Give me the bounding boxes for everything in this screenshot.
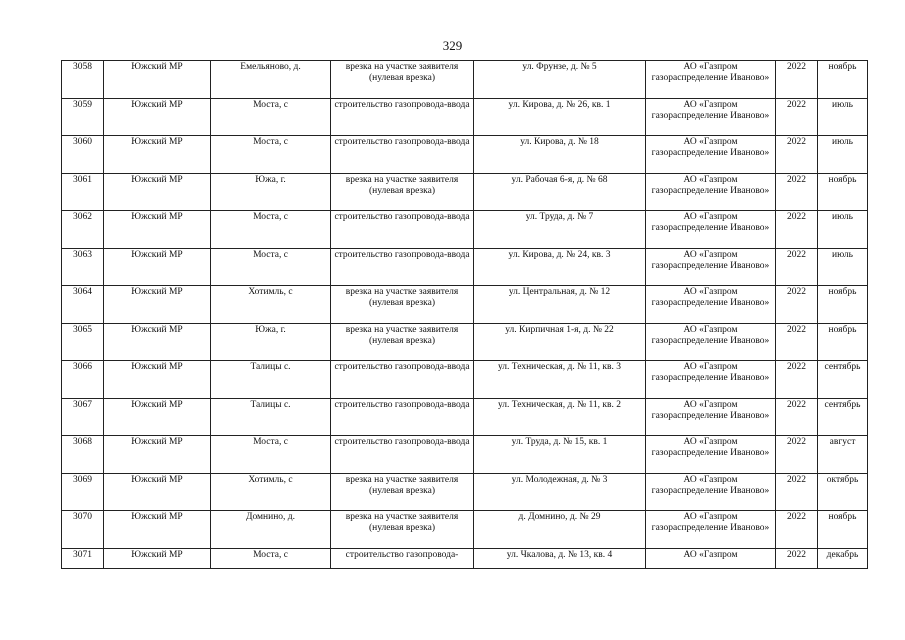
locality-cell: Талицы с. — [211, 361, 331, 399]
table-body — [62, 61, 868, 569]
district-cell: Южский МР — [104, 136, 211, 174]
organization-cell: АО «Газпром газораспределение Иваново» — [646, 398, 776, 436]
work-type-cell: строительство газопровода-ввода — [331, 436, 474, 474]
locality-cell: Хотимль, с — [211, 286, 331, 324]
organization-cell: АО «Газпром газораспределение Иваново» — [646, 473, 776, 511]
address-cell: ул. Труда, д. № 7 — [474, 211, 646, 249]
address-cell: ул. Молодежная, д. № 3 — [474, 473, 646, 511]
organization-cell: АО «Газпром газораспределение Иваново» — [646, 323, 776, 361]
gasification-table — [61, 60, 868, 569]
district-cell: Южский МР — [104, 98, 211, 136]
organization-cell: АО «Газпром газораспределение Иваново» — [646, 61, 776, 99]
table-row — [62, 436, 868, 474]
row-number: 3069 — [62, 473, 104, 511]
row-number: 3059 — [62, 98, 104, 136]
table-row — [62, 211, 868, 249]
district-cell: Южский МР — [104, 473, 211, 511]
row-number: 3060 — [62, 136, 104, 174]
locality-cell: Талицы с. — [211, 398, 331, 436]
work-type-cell: строительство газопровода-ввода — [331, 248, 474, 286]
table-row — [62, 173, 868, 211]
district-cell: Южский МР — [104, 398, 211, 436]
organization-cell: АО «Газпром газораспределение Иваново» — [646, 136, 776, 174]
locality-cell: Моста, с — [211, 436, 331, 474]
year-cell: 2022 — [776, 361, 818, 399]
address-cell: ул. Кирова, д. № 18 — [474, 136, 646, 174]
year-cell: 2022 — [776, 323, 818, 361]
year-cell: 2022 — [776, 61, 818, 99]
table-row — [62, 361, 868, 399]
district-cell: Южский МР — [104, 61, 211, 99]
organization-cell: АО «Газпром газораспределение Иваново» — [646, 511, 776, 549]
year-cell: 2022 — [776, 248, 818, 286]
work-type-cell: врезка на участке заявителя (нулевая врезка) — [331, 323, 474, 361]
table-row — [62, 548, 868, 568]
work-type-cell: строительство газопровода-ввода — [331, 361, 474, 399]
district-cell: Южский МР — [104, 248, 211, 286]
locality-cell: Моста, с — [211, 211, 331, 249]
district-cell: Южский МР — [104, 436, 211, 474]
year-cell: 2022 — [776, 136, 818, 174]
address-cell: ул. Фрунзе, д. № 5 — [474, 61, 646, 99]
row-number: 3063 — [62, 248, 104, 286]
page-number: 329 — [442, 38, 463, 53]
work-type-cell: врезка на участке заявителя (нулевая врезка) — [331, 61, 474, 99]
month-cell: ноябрь — [818, 511, 868, 549]
work-type-cell: строительство газопровода-ввода — [331, 98, 474, 136]
organization-cell: АО «Газпром — [646, 548, 776, 568]
year-cell: 2022 — [776, 173, 818, 211]
address-cell: ул. Труда, д. № 15, кв. 1 — [474, 436, 646, 474]
table-row — [62, 323, 868, 361]
address-cell: ул. Кирова, д. № 24, кв. 3 — [474, 248, 646, 286]
month-cell: ноябрь — [818, 61, 868, 99]
row-number: 3061 — [62, 173, 104, 211]
address-cell: ул. Кирова, д. № 26, кв. 1 — [474, 98, 646, 136]
row-number: 3065 — [62, 323, 104, 361]
locality-cell: Моста, с — [211, 548, 331, 568]
month-cell: сентябрь — [818, 361, 868, 399]
locality-cell: Моста, с — [211, 136, 331, 174]
table-row — [62, 286, 868, 324]
month-cell: октябрь — [818, 473, 868, 511]
work-type-cell: строительство газопровода-ввода — [331, 136, 474, 174]
month-cell: июль — [818, 248, 868, 286]
year-cell: 2022 — [776, 473, 818, 511]
work-type-cell: строительство газопровода-ввода — [331, 211, 474, 249]
year-cell: 2022 — [776, 436, 818, 474]
row-number: 3071 — [62, 548, 104, 568]
month-cell: июль — [818, 98, 868, 136]
month-cell: август — [818, 436, 868, 474]
organization-cell: АО «Газпром газораспределение Иваново» — [646, 173, 776, 211]
table-row — [62, 136, 868, 174]
locality-cell: Домнино, д. — [211, 511, 331, 549]
year-cell: 2022 — [776, 548, 818, 568]
locality-cell: Хотимль, с — [211, 473, 331, 511]
work-type-cell: строительство газопровода-ввода — [331, 398, 474, 436]
address-cell: ул. Центральная, д. № 12 — [474, 286, 646, 324]
work-type-cell: врезка на участке заявителя (нулевая врезка) — [331, 286, 474, 324]
month-cell: ноябрь — [818, 323, 868, 361]
address-cell: ул. Техническая, д. № 11, кв. 2 — [474, 398, 646, 436]
year-cell: 2022 — [776, 286, 818, 324]
district-cell: Южский МР — [104, 173, 211, 211]
year-cell: 2022 — [776, 511, 818, 549]
row-number: 3070 — [62, 511, 104, 549]
locality-cell: Моста, с — [211, 248, 331, 286]
district-cell: Южский МР — [104, 286, 211, 324]
month-cell: июль — [818, 136, 868, 174]
work-type-cell: врезка на участке заявителя (нулевая врезка) — [331, 173, 474, 211]
table-row — [62, 61, 868, 99]
address-cell: ул. Техническая, д. № 11, кв. 3 — [474, 361, 646, 399]
row-number: 3064 — [62, 286, 104, 324]
year-cell: 2022 — [776, 98, 818, 136]
year-cell: 2022 — [776, 211, 818, 249]
year-cell: 2022 — [776, 398, 818, 436]
table-row — [62, 248, 868, 286]
work-type-cell: врезка на участке заявителя (нулевая врезка) — [331, 511, 474, 549]
row-number: 3068 — [62, 436, 104, 474]
row-number: 3066 — [62, 361, 104, 399]
address-cell: д. Домнино, д. № 29 — [474, 511, 646, 549]
locality-cell: Южа, г. — [211, 323, 331, 361]
locality-cell: Емельяново, д. — [211, 61, 331, 99]
address-cell: ул. Чкалова, д. № 13, кв. 4 — [474, 548, 646, 568]
table-row — [62, 511, 868, 549]
organization-cell: АО «Газпром газораспределение Иваново» — [646, 248, 776, 286]
organization-cell: АО «Газпром газораспределение Иваново» — [646, 361, 776, 399]
table-row — [62, 398, 868, 436]
locality-cell: Моста, с — [211, 98, 331, 136]
locality-cell: Южа, г. — [211, 173, 331, 211]
month-cell: ноябрь — [818, 286, 868, 324]
district-cell: Южский МР — [104, 548, 211, 568]
work-type-cell: строительство газопровода- — [331, 548, 474, 568]
month-cell: декабрь — [818, 548, 868, 568]
table-row — [62, 98, 868, 136]
organization-cell: АО «Газпром газораспределение Иваново» — [646, 98, 776, 136]
month-cell: июль — [818, 211, 868, 249]
organization-cell: АО «Газпром газораспределение Иваново» — [646, 286, 776, 324]
table-row — [62, 473, 868, 511]
organization-cell: АО «Газпром газораспределение Иваново» — [646, 211, 776, 249]
address-cell: ул. Кирпичная 1-я, д. № 22 — [474, 323, 646, 361]
work-type-cell: врезка на участке заявителя (нулевая врезка) — [331, 473, 474, 511]
row-number: 3062 — [62, 211, 104, 249]
district-cell: Южский МР — [104, 323, 211, 361]
row-number: 3058 — [62, 61, 104, 99]
district-cell: Южский МР — [104, 511, 211, 549]
address-cell: ул. Рабочая 6-я, д. № 68 — [474, 173, 646, 211]
row-number: 3067 — [62, 398, 104, 436]
month-cell: сентябрь — [818, 398, 868, 436]
organization-cell: АО «Газпром газораспределение Иваново» — [646, 436, 776, 474]
district-cell: Южский МР — [104, 361, 211, 399]
district-cell: Южский МР — [104, 211, 211, 249]
month-cell: ноябрь — [818, 173, 868, 211]
